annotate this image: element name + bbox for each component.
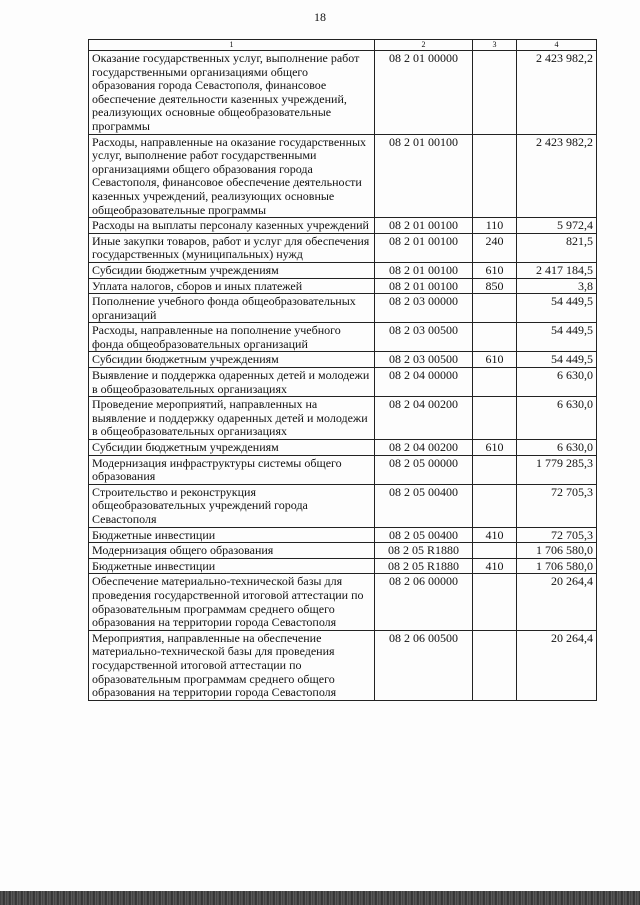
row-expense-type (473, 574, 517, 630)
row-amount: 1 706 580,0 (517, 543, 597, 559)
row-name: Субсидии бюджетным учреждениям (89, 440, 375, 456)
row-amount: 20 264,4 (517, 630, 597, 700)
page-number: 18 (314, 10, 326, 24)
row-expense-type: 110 (473, 218, 517, 234)
row-amount: 54 449,5 (517, 352, 597, 368)
row-amount: 5 972,4 (517, 218, 597, 234)
row-amount: 72 705,3 (517, 484, 597, 527)
table-row (89, 574, 597, 630)
row-expense-type: 610 (473, 262, 517, 278)
row-amount: 6 630,0 (517, 397, 597, 440)
row-amount: 6 630,0 (517, 368, 597, 397)
row-amount: 54 449,5 (517, 323, 597, 352)
row-expense-type (473, 630, 517, 700)
row-name: Уплата налогов, сборов и иных платежей (89, 278, 375, 294)
row-code: 08 2 01 00100 (375, 218, 473, 234)
table-row (89, 294, 597, 323)
row-code: 08 2 03 00500 (375, 323, 473, 352)
row-amount: 2 423 982,2 (517, 51, 597, 135)
budget-table (88, 39, 597, 701)
row-name: Расходы на выплаты персоналу казенных учреждений (89, 218, 375, 234)
table-row (89, 455, 597, 484)
scan-edge-decoration (0, 891, 640, 905)
row-amount: 2 423 982,2 (517, 134, 597, 218)
row-code: 08 2 04 00200 (375, 440, 473, 456)
row-name: Проведение мероприятий, направленных на выявление и поддержку одаренных детей и молодежи в общеобразовательных организациях (89, 397, 375, 440)
table-row (89, 397, 597, 440)
row-name: Иные закупки товаров, работ и услуг для обеспечения государственных (муниципальных) нужд (89, 233, 375, 262)
row-expense-type: 610 (473, 440, 517, 456)
row-amount: 1 779 285,3 (517, 455, 597, 484)
row-expense-type (473, 455, 517, 484)
row-expense-type (473, 397, 517, 440)
row-code: 08 2 04 00000 (375, 368, 473, 397)
row-name: Субсидии бюджетным учреждениям (89, 352, 375, 368)
column-header-3: 3 (473, 40, 517, 51)
row-code: 08 2 05 00400 (375, 527, 473, 543)
row-amount: 3,8 (517, 278, 597, 294)
table-row (89, 51, 597, 135)
row-code: 08 2 06 00000 (375, 574, 473, 630)
row-code: 08 2 03 00000 (375, 294, 473, 323)
table-row (89, 368, 597, 397)
row-expense-type: 850 (473, 278, 517, 294)
row-code: 08 2 05 R1880 (375, 543, 473, 559)
row-code: 08 2 01 00100 (375, 262, 473, 278)
row-name: Бюджетные инвестиции (89, 558, 375, 574)
row-code: 08 2 01 00100 (375, 134, 473, 218)
table-row (89, 440, 597, 456)
row-amount: 6 630,0 (517, 440, 597, 456)
row-expense-type: 410 (473, 527, 517, 543)
table-row (89, 558, 597, 574)
row-name: Оказание государственных услуг, выполнение работ государственными организациями общего образования города Севастополя, финансовое обеспечение деятельности казенных учреждений, реализующих основные общеобразовательные программы (89, 51, 375, 135)
row-code: 08 2 01 00100 (375, 278, 473, 294)
row-name: Модернизация общего образования (89, 543, 375, 559)
row-expense-type (473, 294, 517, 323)
table-row (89, 543, 597, 559)
row-expense-type: 610 (473, 352, 517, 368)
row-code: 08 2 04 00200 (375, 397, 473, 440)
table-row (89, 233, 597, 262)
row-expense-type: 240 (473, 233, 517, 262)
column-header-4: 4 (517, 40, 597, 51)
table-row (89, 484, 597, 527)
table-row (89, 352, 597, 368)
table-row (89, 630, 597, 700)
row-name: Расходы, направленные на пополнение учебного фонда общеобразовательных организаций (89, 323, 375, 352)
column-header-1: 1 (89, 40, 375, 51)
row-code: 08 2 03 00500 (375, 352, 473, 368)
row-amount: 54 449,5 (517, 294, 597, 323)
row-name: Бюджетные инвестиции (89, 527, 375, 543)
row-code: 08 2 01 00100 (375, 233, 473, 262)
row-code: 08 2 06 00500 (375, 630, 473, 700)
row-expense-type: 410 (473, 558, 517, 574)
table-row (89, 527, 597, 543)
table-row (89, 278, 597, 294)
row-name: Субсидии бюджетным учреждениям (89, 262, 375, 278)
header-row (89, 40, 597, 51)
row-expense-type (473, 543, 517, 559)
row-name: Выявление и поддержка одаренных детей и молодежи в общеобразовательных организациях (89, 368, 375, 397)
row-name: Обеспечение материально-технической базы для проведения государственной итоговой аттестации по образовательным программам среднего общего образования на территории города Севастополя (89, 574, 375, 630)
row-code: 08 2 05 00000 (375, 455, 473, 484)
row-name: Строительство и реконструкция общеобразовательных учреждений города Севастополя (89, 484, 375, 527)
row-code: 08 2 05 00400 (375, 484, 473, 527)
row-code: 08 2 01 00000 (375, 51, 473, 135)
row-name: Расходы, направленные на оказание государственных услуг, выполнение работ государственными организациями общего образования города Севастополя, финансовое обеспечение деятельности казенных учреждений, реализующих основные общеобразовательные программы (89, 134, 375, 218)
row-code: 08 2 05 R1880 (375, 558, 473, 574)
table-row (89, 262, 597, 278)
row-expense-type (473, 51, 517, 135)
row-expense-type (473, 484, 517, 527)
table-row (89, 134, 597, 218)
row-name: Пополнение учебного фонда общеобразовательных организаций (89, 294, 375, 323)
row-name: Модернизация инфраструктуры системы общего образования (89, 455, 375, 484)
row-expense-type (473, 368, 517, 397)
column-header-2: 2 (375, 40, 473, 51)
row-amount: 1 706 580,0 (517, 558, 597, 574)
row-amount: 20 264,4 (517, 574, 597, 630)
table-row (89, 323, 597, 352)
table-row (89, 218, 597, 234)
row-expense-type (473, 323, 517, 352)
row-amount: 2 417 184,5 (517, 262, 597, 278)
row-expense-type (473, 134, 517, 218)
row-name: Мероприятия, направленные на обеспечение материально-технической базы для проведения государственной итоговой аттестации по образовательным программам среднего общего образования на территории города Севастополя (89, 630, 375, 700)
row-amount: 821,5 (517, 233, 597, 262)
row-amount: 72 705,3 (517, 527, 597, 543)
